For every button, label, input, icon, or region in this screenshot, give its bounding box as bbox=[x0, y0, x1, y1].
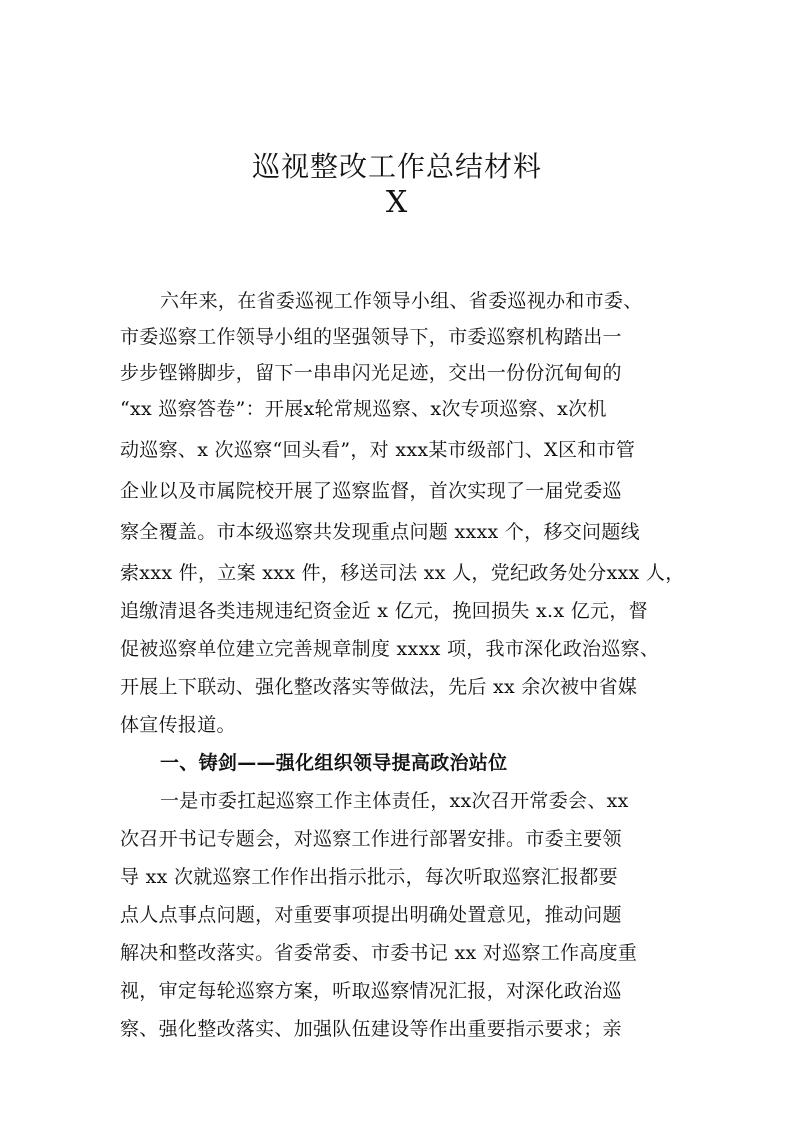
intro-line: 追缴清退各类违规违纪资金近 x 亿元，挽回损失 x.x 亿元，督 bbox=[120, 600, 648, 622]
intro-line: 索xxx 件，立案 xxx 件，移送司法 xx 人，党纪政务处分xxx 人， bbox=[120, 562, 685, 584]
intro-line: 开展上下联动、强化整改落实等做法，先后 xx 余次被中省媒 bbox=[120, 676, 638, 698]
intro-line: 企业以及市属院校开展了巡察监督，首次实现了一届党委巡 bbox=[120, 480, 622, 502]
intro-line: 察全覆盖。市本级巡察共发现重点问题 xxxx 个，移交问题线 bbox=[120, 521, 640, 543]
intro-line: 市委巡察工作领导小组的坚强领导下，市委巡察机构踏出一 bbox=[120, 326, 622, 348]
intro-line: 步步铿锵脚步，留下一串串闪光足迹，交出一份份沉甸甸的 bbox=[120, 362, 622, 384]
intro-line: “xx 巡察答卷”：开展x轮常规巡察、x次专项巡察、x次机 bbox=[120, 398, 607, 420]
intro-line: 动巡察、x 次巡察“回头看”，对 xxx某市级部门、X区和市管 bbox=[120, 439, 636, 461]
section-line: 次召开书记专题会，对巡察工作进行部署安排。市委主要领 bbox=[120, 828, 622, 850]
document-subtitle: X bbox=[385, 185, 409, 220]
document-title: 巡视整改工作总结材料 bbox=[251, 150, 542, 183]
intro-line: 促被巡察单位建立完善规章制度 xxxx 项，我市深化政治巡察、 bbox=[120, 638, 660, 660]
section-line: 一是市委扛起巡察工作主体责任，xx次召开常委会、xx bbox=[160, 790, 629, 812]
section-line: 视，审定每轮巡察方案，听取巡察情况汇报，对深化政治巡 bbox=[120, 980, 622, 1002]
section-line: 察、强化整改落实、加强队伍建设等作出重要指示要求；亲 bbox=[120, 1018, 622, 1040]
intro-line: 体宣传报道。 bbox=[120, 714, 236, 736]
section-line: 解决和整改落实。省委常委、市委书记 xx 对巡察工作高度重 bbox=[120, 942, 638, 964]
section-line: 点人点事点问题，对重要事项提出明确处置意见，推动问题 bbox=[120, 904, 622, 926]
intro-line: 六年来，在省委巡视工作领导小组、省委巡视办和市委、 bbox=[160, 290, 643, 312]
section-heading: 一、铸剑——强化组织领导提高政治站位 bbox=[160, 752, 508, 774]
section-line: 导 xx 次就巡察工作作出指示批示，每次听取巡察汇报都要 bbox=[120, 866, 618, 888]
